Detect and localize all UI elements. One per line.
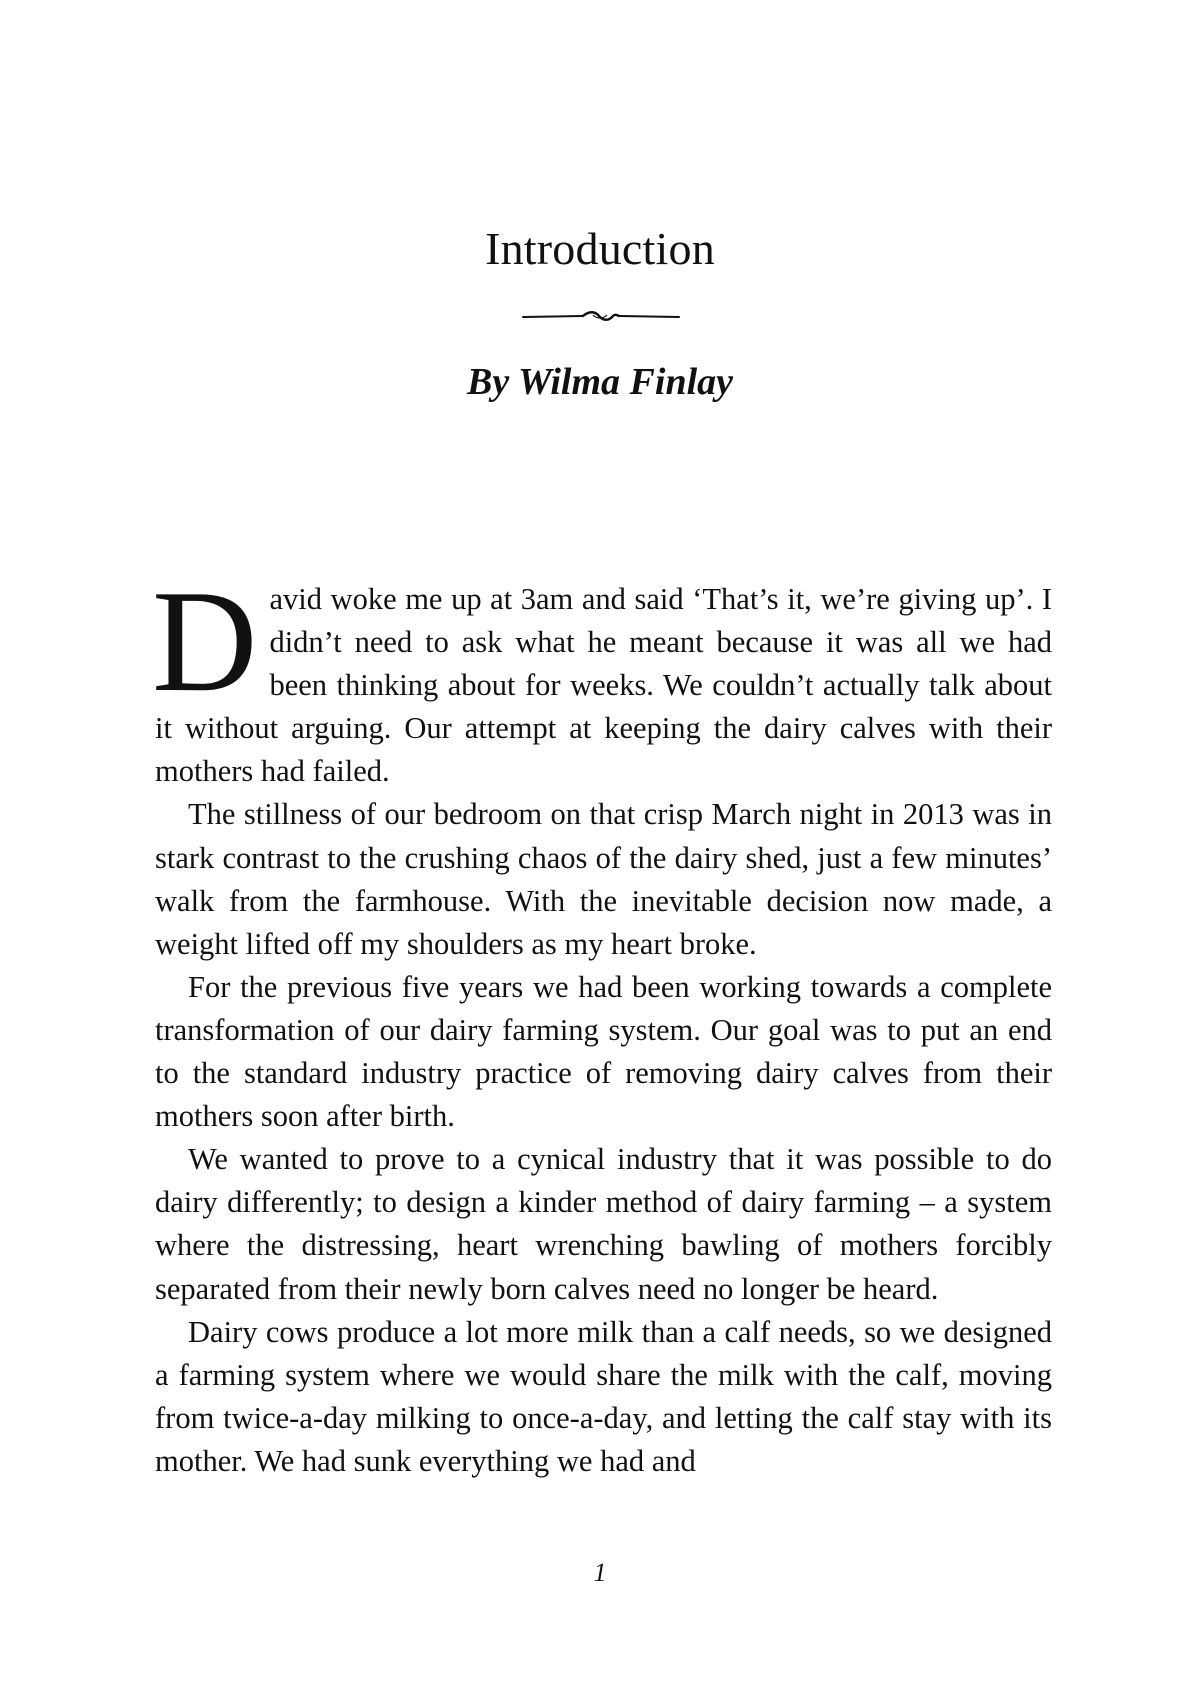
- paragraph: Dairy cows produce a lot more milk than a calf needs, so we designed a farming system where we would share the milk with the calf, moving from twice-a-day milking to once-a-day, and letting the calf stay with its mother. We had sunk everything we had and: [155, 1314, 1052, 1478]
- body-text: [152, 560, 1052, 1483]
- paragraph: [152, 560, 1052, 793]
- ornament-divider-icon: [521, 306, 681, 326]
- author-byline: By Wilma Finlay: [466, 361, 734, 403]
- chapter-title: Introduction: [485, 223, 715, 274]
- paragraph-text: avid woke me up at 3am and said ‘That’s it, we’re giving up’. I didn’t need to ask what he meant because it was all we had been thinking about for weeks. We couldn’t actually talk about it without arguing. Our attempt at keeping the dairy calves with their mothers had failed.: [155, 582, 1052, 789]
- paragraph: For the previous five years we had been working towards a complete transformation of our dairy farming system. Our goal was to put an end to the standard industry practice of removing dairy calves from their mothers soon after birth.: [155, 969, 1052, 1134]
- paragraph: We wanted to prove to a cynical industry that it was possible to do dairy differently; to design a kinder method of dairy farming – a system where the distressing, heart wrenching bawling of mothers forcibly separated from their newly born calves need no longer be heard.: [155, 1142, 1052, 1306]
- drop-cap: D: [152, 560, 258, 722]
- page-number: 1: [593, 1558, 607, 1587]
- paragraph: The stillness of our bedroom on that crisp March night in 2013 was in stark contrast to the crushing chaos of the dairy shed, just a few minutes’ walk from the farmhouse. With the inevitable decision now made, a weight lifted off my shoulders as my heart broke.: [155, 797, 1052, 961]
